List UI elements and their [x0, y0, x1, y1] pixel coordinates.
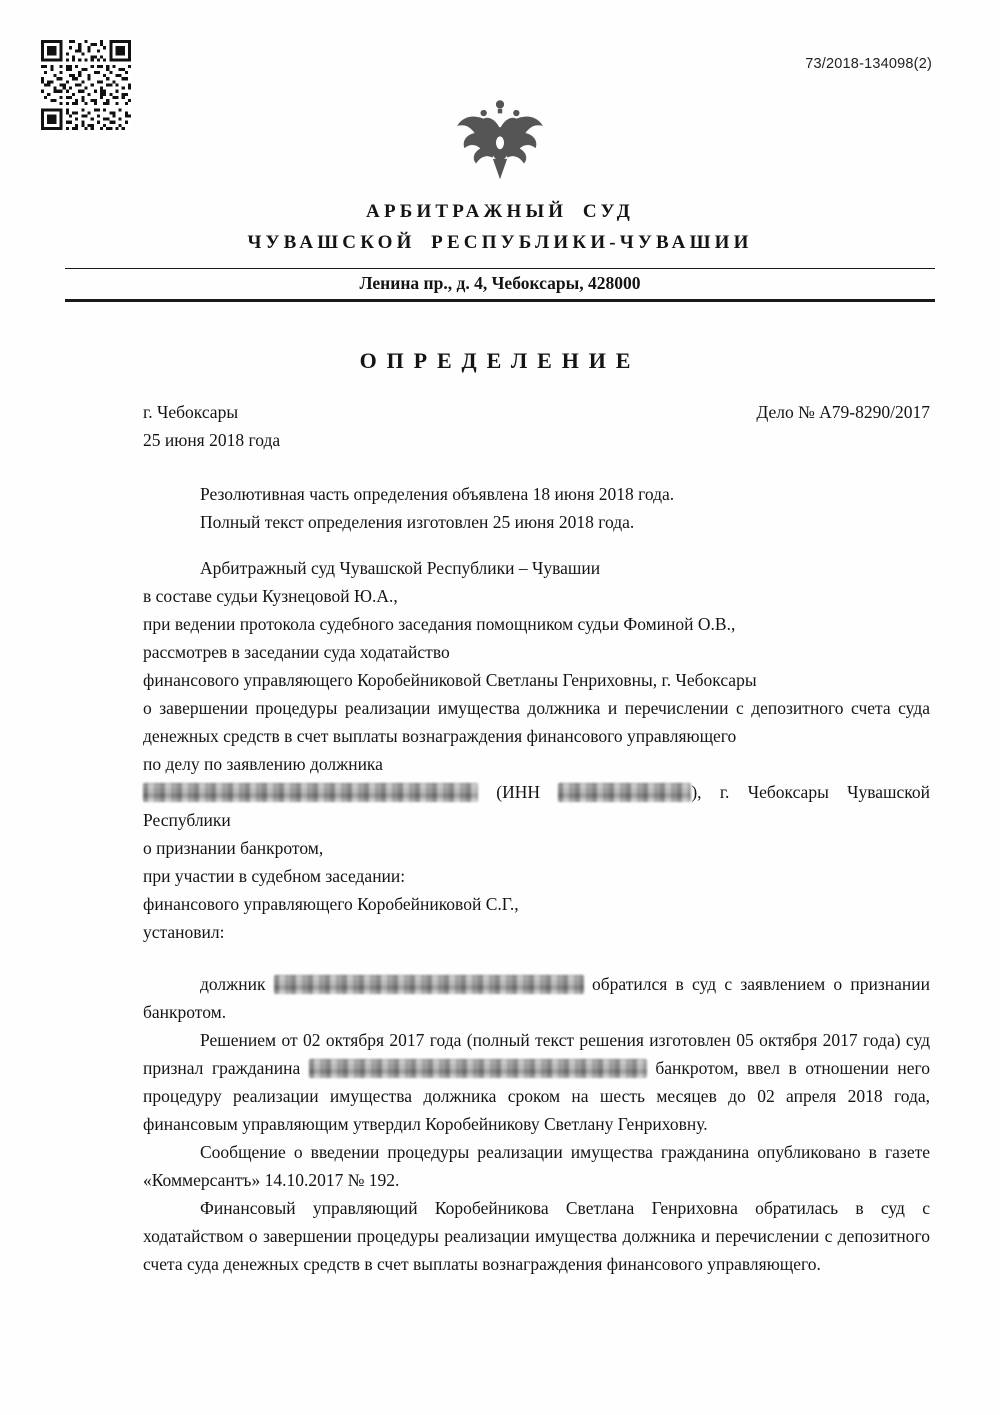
paragraph-resolutive-1: Резолютивная часть определения объявлена 18 июня 2018 года. [200, 484, 675, 504]
coat-of-arms-icon [0, 92, 1000, 189]
paragraph-bankrupt: о признании банкротом, [143, 838, 324, 858]
inn-suffix: ), г. Чебоксары Чувашской Республики [143, 782, 931, 830]
paragraph-resolutive-2: Полный текст определения изготовлен 25 июня 2018 года. [200, 512, 635, 532]
court-name-line1: АРБИТРАЖНЫЙ СУД [366, 201, 634, 222]
page-title: ОПРЕДЕЛЕНИЕ [359, 348, 641, 373]
paragraph-manager: финансового управляющего Коробейниковой Светланы Генриховны, г. Чебоксары [143, 670, 757, 690]
paragraph-considered: рассмотрев в заседании суда ходатайство [143, 642, 450, 662]
paragraph-manager-short: финансового управляющего Коробейниковой С.Г., [143, 894, 519, 914]
paragraph-established: установил: [143, 922, 225, 942]
redaction-debtor-name [143, 783, 478, 802]
redaction-inn-number [558, 783, 691, 802]
p1-prefix: должник [200, 974, 266, 994]
court-name-line2: ЧУВАШСКОЙ РЕСПУБЛИКИ-ЧУВАШИИ [247, 232, 753, 253]
court-address: Ленина пр., д. 4, Чебоксары, 428000 [65, 268, 935, 302]
inn-prefix: (ИНН [496, 782, 541, 802]
p2-suffix: банкротом, ввел в отношении него процедуру реализации имущества должника сроком на шесть месяцев до 02 апреля 2018 года, финансовым управляющим утвердил Коробейникову Светлану Генриховну. [143, 1058, 931, 1134]
document-body [143, 480, 930, 1278]
case-number: Дело № А79-8290/2017 [756, 402, 930, 422]
paragraph-judge: в составе судьи Кузнецовой Ю.А., [143, 586, 398, 606]
paragraph-3: Сообщение о введении процедуры реализации имущества гражданина опубликовано в газете «Коммерсантъ» 14.10.2017 № 192. [143, 1142, 930, 1190]
case-date: 25 июня 2018 года [143, 430, 281, 450]
document-content [143, 398, 930, 1278]
document-stamp-number: 73/2018-134098(2) [805, 56, 932, 72]
paragraph-participants: при участии в судебном заседании: [143, 866, 406, 886]
redaction-debtor-name-2 [274, 975, 584, 994]
paragraph-4: Финансовый управляющий Коробейникова Светлана Генриховна обратилась в суд с ходатайством о завершении процедуры реализации имущества должника и перечислении с депозитного счета суда денежных средств в счет выплаты вознаграждения финансового управляющего. [143, 1198, 930, 1274]
court-name [0, 196, 1000, 258]
case-city: г. Чебоксары [143, 402, 239, 422]
paragraph-1 [143, 970, 930, 1026]
paragraph-petition: о завершении процедуры реализации имущества должника и перечислении с депозитного счета суда денежных средств в счет выплаты вознаграждения финансового управляющего [143, 698, 930, 746]
paragraph-court-intro: Арбитражный суд Чувашской Республики – Чувашии [200, 558, 601, 578]
paragraph-case-of: по делу по заявлению должника [143, 754, 383, 774]
paragraph-debtor-identity [143, 778, 930, 834]
p1-suffix: обратился в суд с заявлением о признании банкротом. [143, 974, 931, 1022]
paragraph-protocol: при ведении протокола судебного заседания помощником судьи Фоминой О.В., [143, 614, 736, 634]
paragraph-2 [143, 1026, 930, 1138]
p2-prefix: Решением от 02 октября 2017 года (полный текст решения изготовлен 05 октября 2017 года) суд признал гражданина [143, 1030, 930, 1078]
redaction-citizen-name [309, 1059, 647, 1078]
